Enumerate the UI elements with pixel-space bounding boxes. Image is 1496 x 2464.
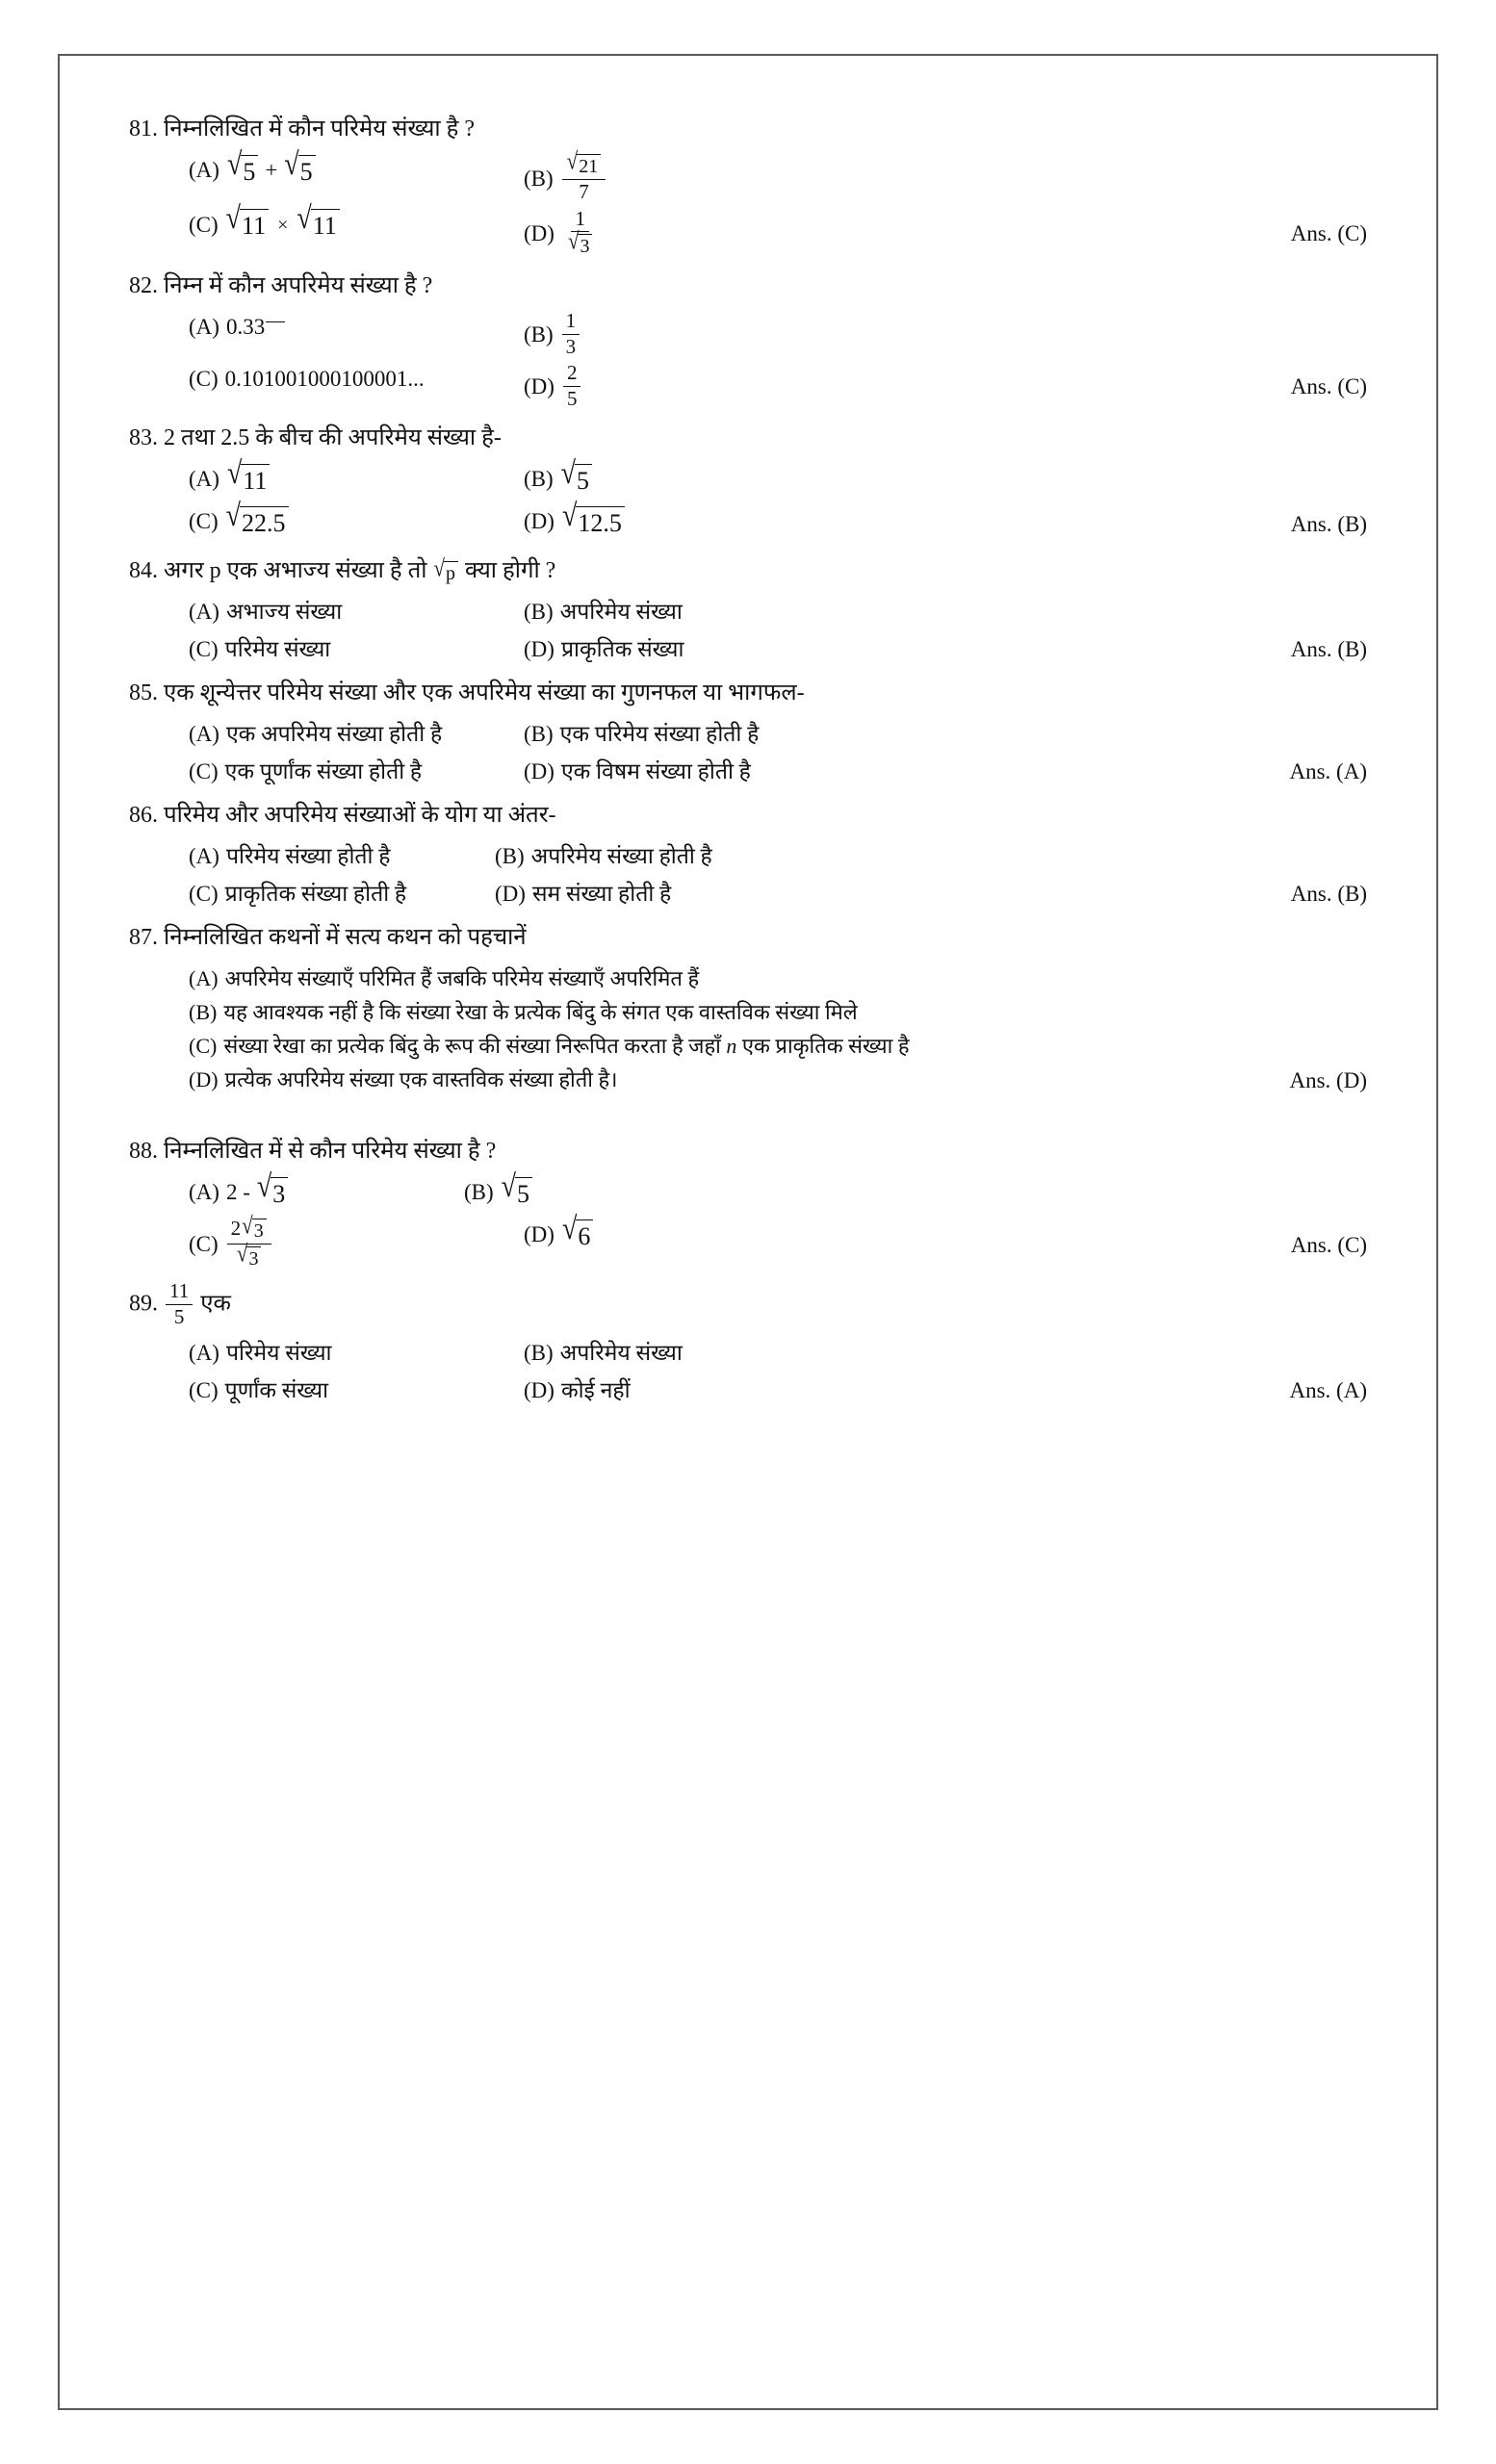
question-text: एक	[200, 1291, 231, 1317]
question-stem	[129, 269, 1367, 303]
option-b-text: अपरिमेय संख्या	[559, 1341, 683, 1366]
option-label: (B)	[464, 1180, 494, 1205]
answer-label: Ans. (C)	[1290, 220, 1367, 245]
option-label: (B)	[189, 1000, 218, 1025]
fraction-sqrt21-over-7: √ 21 7	[562, 153, 606, 204]
option-a[interactable]	[189, 1337, 524, 1371]
question-stem	[129, 421, 1367, 455]
option-d[interactable]	[524, 1374, 928, 1408]
answer-label: Ans. (D)	[1289, 1068, 1367, 1093]
option-b-text: यह आवश्यक नहीं है कि संख्या रेखा के प्रत्येक बिंदु के संगत एक वास्तविक संख्या मिले	[223, 1000, 858, 1025]
option-label: (D)	[524, 1377, 555, 1402]
option-b[interactable]	[524, 596, 928, 629]
question-number: 87.	[129, 925, 158, 951]
option-d-text: सम संख्या होती है	[531, 881, 672, 906]
option-d[interactable]	[524, 363, 928, 411]
times-sign: ×	[277, 214, 289, 236]
literal-2-minus: 2 -	[225, 1180, 250, 1205]
option-label: (C)	[189, 881, 219, 906]
fraction-1-over-3: $\frac{1}{3}$	[562, 310, 580, 358]
option-row	[129, 455, 1367, 501]
option-d-text: प्राकृतिक संख्या	[560, 636, 684, 661]
option-label: (D)	[495, 881, 526, 906]
option-row	[129, 311, 1367, 359]
option-label: (A)	[189, 722, 219, 747]
fraction-1-over-sqrt3: 1 √ 3	[563, 208, 598, 259]
answer-label: Ans. (B)	[1290, 512, 1367, 537]
option-label: (D)	[524, 1222, 555, 1247]
option-a-text: एक अपरिमेय संख्या होती है	[225, 722, 443, 747]
question-text: निम्न में कौन अपरिमेय संख्या है ?	[164, 273, 433, 299]
question-block	[129, 920, 1367, 1095]
option-label: (A)	[189, 1180, 219, 1205]
sqrt-6: √ 6	[562, 1219, 593, 1251]
option-b[interactable]	[524, 455, 928, 497]
option-c-value: 0.101001000100001...	[224, 367, 425, 392]
question-text: निम्नलिखित कथनों में सत्य कथन को पहचानें	[164, 925, 527, 951]
question-text: अगर p एक अभाज्य संख्या है तो √ p क्या होगी ?	[164, 554, 556, 585]
option-b-text: एक परिमेय संख्या होती है	[559, 722, 760, 747]
question-stem	[129, 112, 1367, 146]
question-block	[129, 112, 1367, 259]
option-d[interactable]	[524, 206, 928, 260]
option-b[interactable]	[189, 996, 1367, 1028]
option-label: (D)	[524, 636, 555, 661]
option-label: (B)	[524, 722, 554, 747]
option-d-text: कोई नहीं	[560, 1377, 631, 1402]
option-c[interactable]	[189, 1030, 1367, 1062]
sqrt-11: √ 11	[226, 209, 269, 241]
option-label: (C)	[189, 758, 219, 783]
answer-label: Ans. (B)	[1290, 636, 1367, 661]
option-label: (C)	[189, 367, 219, 392]
option-row	[129, 498, 1367, 544]
answer-label: Ans. (C)	[1290, 374, 1367, 399]
option-a[interactable]	[189, 840, 439, 874]
option-a[interactable]	[189, 1168, 464, 1210]
option-d[interactable]	[524, 1211, 928, 1252]
option-row	[129, 840, 1367, 874]
option-a-text: परिमेय संख्या	[225, 1341, 332, 1366]
option-a-text: अभाज्य संख्या	[225, 600, 343, 625]
option-list	[129, 962, 1367, 1095]
sqrt-3: √ 3	[257, 1177, 288, 1209]
option-row	[129, 878, 1367, 911]
option-a[interactable]	[189, 311, 524, 345]
option-b[interactable]	[524, 718, 928, 752]
option-label: (C)	[189, 1377, 219, 1402]
question-text: निम्नलिखित में कौन परिमेय संख्या है ?	[164, 116, 476, 141]
sqrt-12-5: √ 12.5	[562, 506, 625, 538]
repeating-bar	[266, 321, 285, 334]
question-block	[129, 553, 1367, 666]
option-c[interactable]	[189, 201, 524, 243]
question-number: 89.	[129, 1291, 158, 1317]
option-a[interactable]	[189, 718, 524, 752]
question-text: परिमेय और अपरिमेय संख्याओं के योग या अंतर-	[164, 803, 556, 829]
option-label: (B)	[524, 600, 554, 625]
option-label: (C)	[189, 1034, 218, 1059]
question-number: 83.	[129, 425, 158, 451]
fraction-2sqrt3-over-sqrt3: 2 √ 3 √ 3	[227, 1218, 271, 1270]
option-label: (D)	[524, 220, 555, 245]
option-b[interactable]	[524, 147, 928, 205]
option-row	[129, 596, 1367, 629]
option-label: (D)	[524, 758, 555, 783]
option-label: (A)	[189, 600, 219, 625]
option-c[interactable]	[189, 363, 524, 397]
option-row	[129, 633, 1367, 667]
question-stem	[129, 920, 1367, 955]
option-c[interactable]	[189, 878, 477, 911]
sqrt-5-second: √ 5	[284, 155, 315, 187]
option-row	[129, 363, 1367, 411]
option-label: (A)	[189, 966, 219, 991]
section-spacer	[129, 1105, 1367, 1134]
question-number: 84.	[129, 558, 158, 584]
fraction-11-over-5: $\frac{11}{5}$	[166, 1280, 193, 1328]
option-b[interactable]	[464, 1168, 868, 1210]
option-label: (D)	[524, 509, 555, 534]
option-label: (B)	[495, 844, 525, 869]
option-label: (B)	[524, 321, 554, 346]
option-d[interactable]	[495, 878, 918, 911]
option-c-text: एक पूर्णांक संख्या होती है	[224, 758, 423, 783]
sqrt-5: √ 5	[502, 1177, 532, 1209]
question-block	[129, 421, 1367, 544]
plus-sign: +	[265, 158, 278, 182]
question-number: 82.	[129, 273, 158, 299]
option-label: (A)	[189, 1341, 219, 1366]
option-label: (C)	[189, 509, 219, 534]
sqrt-11-second: √ 11	[297, 209, 339, 241]
option-label: (A)	[189, 158, 219, 182]
option-row	[129, 1374, 1367, 1408]
option-c[interactable]	[189, 1374, 524, 1408]
option-label: (C)	[189, 636, 219, 661]
sqrt-5: √ 5	[561, 464, 592, 496]
option-row	[129, 201, 1367, 260]
answer-label: Ans. (B)	[1290, 881, 1367, 906]
question-stem	[129, 676, 1367, 710]
answer-label: Ans. (C)	[1290, 1232, 1367, 1257]
option-a[interactable]	[189, 962, 1367, 994]
sqrt-p: √ p	[433, 561, 458, 585]
option-row	[129, 146, 1367, 205]
option-a[interactable]	[189, 455, 524, 497]
option-label: (B)	[524, 167, 554, 191]
option-d[interactable]	[524, 756, 928, 789]
option-c[interactable]	[189, 498, 524, 539]
question-text: 2 तथा 2.5 के बीच की अपरिमेय संख्या है-	[164, 425, 502, 451]
question-stem	[129, 798, 1367, 833]
option-a-text: परिमेय संख्या होती है	[225, 844, 391, 869]
option-label: (D)	[189, 1067, 219, 1092]
option-label: (C)	[189, 1232, 219, 1257]
option-label: (A)	[189, 467, 219, 492]
sqrt-22-5: √ 22.5	[226, 506, 289, 538]
sqrt-5: √ 5	[227, 155, 258, 187]
option-a[interactable]	[189, 596, 524, 629]
option-c[interactable]	[189, 1212, 524, 1271]
option-c-text: प्राकृतिक संख्या होती है	[224, 881, 407, 906]
option-c-text: परिमेय संख्या	[224, 636, 331, 661]
question-number: 81.	[129, 116, 158, 141]
option-c[interactable]	[189, 633, 524, 667]
question-stem	[129, 1281, 1367, 1329]
question-stem	[129, 1134, 1367, 1168]
question-text: एक शून्येत्तर परिमेय संख्या और एक अपरिमेय संख्या का गुणनफल या भागफल-	[164, 680, 805, 706]
question-number: 86.	[129, 803, 158, 829]
option-c-text: पूर्णांक संख्या	[224, 1377, 329, 1402]
question-block	[129, 798, 1367, 911]
option-row	[129, 1168, 1367, 1215]
option-label: (B)	[524, 1341, 554, 1366]
question-block	[129, 676, 1367, 788]
option-b-text: अपरिमेय संख्या	[559, 600, 683, 625]
option-b[interactable]	[524, 311, 928, 359]
option-row	[129, 756, 1367, 789]
question-text: निम्नलिखित में से कौन परिमेय संख्या है ?	[164, 1139, 497, 1165]
option-label: (D)	[524, 373, 555, 398]
answer-label: Ans. (A)	[1289, 758, 1367, 783]
option-c-text: संख्या रेखा का प्रत्येक बिंदु के रूप की संख्या निरूपित करता है जहाँ n एक प्राकृतिक संख्या है	[223, 1034, 910, 1059]
answer-label: Ans. (A)	[1289, 1377, 1367, 1402]
option-row	[129, 1337, 1367, 1371]
question-stem	[129, 553, 1367, 588]
fraction-2-over-5: $\frac{2}{5}$	[563, 362, 581, 410]
sqrt-11: √ 11	[227, 464, 270, 496]
question-block	[129, 1134, 1367, 1271]
decimal-0-33: 0.33	[225, 315, 266, 340]
option-b[interactable]	[524, 1337, 928, 1371]
question-number: 88.	[129, 1139, 158, 1165]
page-frame	[58, 54, 1438, 2410]
option-d[interactable]	[524, 633, 928, 667]
option-row	[129, 1211, 1367, 1271]
option-label: (C)	[189, 212, 219, 237]
question-block	[129, 1281, 1367, 1407]
option-a-text: अपरिमेय संख्याएँ परिमित हैं जबकि परिमेय संख्याएँ अपरिमित हैं	[224, 966, 700, 991]
option-d-text: एक विषम संख्या होती है	[560, 758, 751, 783]
option-a[interactable]	[189, 146, 524, 188]
question-number: 85.	[129, 680, 158, 706]
option-label: (B)	[524, 467, 554, 492]
option-d[interactable]	[524, 498, 928, 539]
option-b-text: अपरिमेय संख्या होती है	[530, 844, 712, 869]
option-label: (A)	[189, 315, 219, 340]
option-d[interactable]	[189, 1064, 1367, 1095]
option-c[interactable]	[189, 756, 524, 789]
question-block	[129, 269, 1367, 411]
option-b[interactable]	[495, 840, 918, 874]
option-label: (A)	[189, 844, 219, 869]
option-d-text: प्रत्येक अपरिमेय संख्या एक वास्तविक संख्या होती है।	[224, 1067, 618, 1092]
option-row	[129, 718, 1367, 752]
